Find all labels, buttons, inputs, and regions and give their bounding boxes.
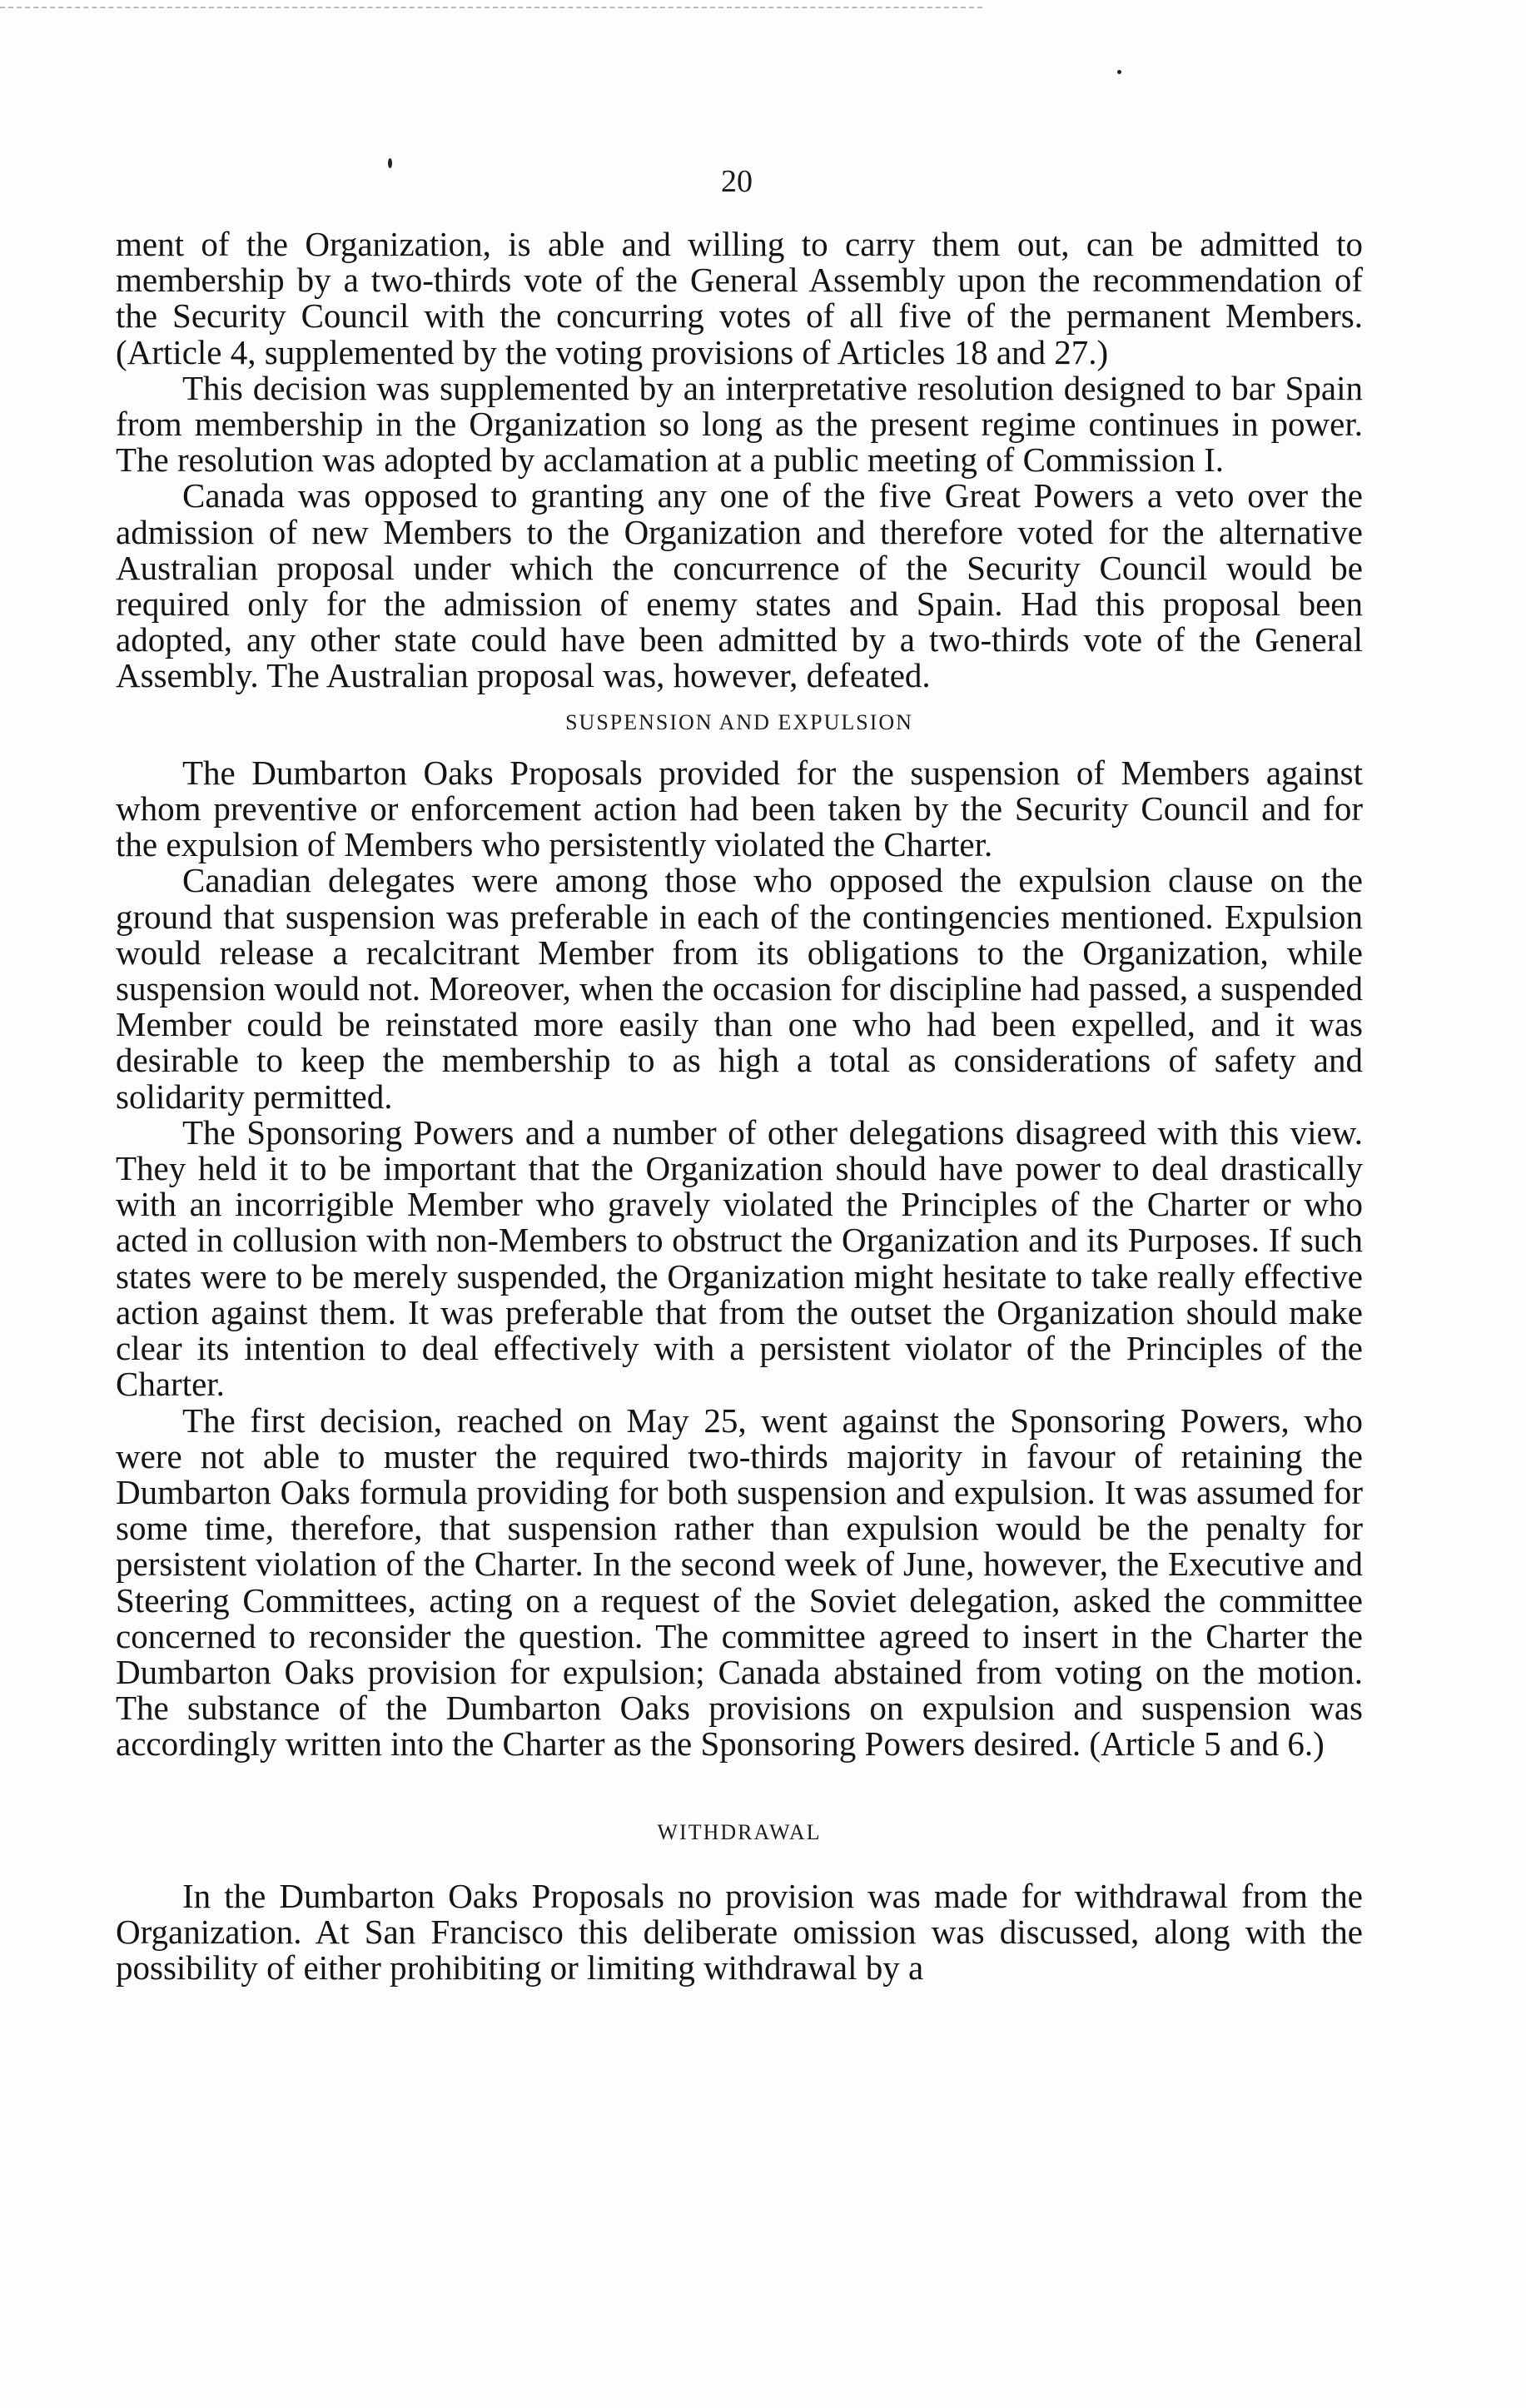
section-heading-suspension: SUSPENSION AND EXPULSION (565, 709, 913, 734)
scan-edge-line (0, 7, 982, 8)
paragraph: This decision was supplemented by an interpretative resolution designed to bar Spain from membership in the Organization so long as the present regime continues in power. The resolution was adopted by acclamation at a public meeting of Commission I. (116, 368, 1363, 480)
body-text (116, 226, 1363, 1986)
scan-speck (1117, 70, 1121, 74)
paragraph: Canadian delegates were among those who opposed the expulsion clause on the ground that suspension was preferable in each of the contingencies mentioned. Expulsion would release a recalcitrant Member from its obligations to the Organization, while suspension would not. Moreover, when the occasion for discipline had passed, a suspended Member could be reinstated more easily than one who had been expelled, and it was desirable to keep the membership to as high a total as considerations of safety and solidarity permitted. (116, 861, 1363, 1116)
page-number: 20 (721, 164, 753, 199)
paragraph: Canada was opposed to granting any one of the five Great Powers a veto over the admission of new Members to the Organization and therefore voted for the alternative Australian proposal under which the concurrence of the Security Council would be required only for the admission of enemy states and Spain. Had this proposal been adopted, any other state could have been admitted by a two-thirds vote of the General Assembly. The Australian proposal was, however, defeated. (116, 476, 1363, 695)
section-heading-withdrawal: WITHDRAWAL (657, 1819, 822, 1844)
paragraph: ment of the Organization, is able and willing to carry them out, can be admitted to membership by a two-thirds vote of the General Assembly upon the recommendation of the Security Council with the concurring votes of all five of the permanent Members. (Article 4, supplemented by the voting provisions of Articles 18 and 27.) (116, 225, 1363, 371)
paragraph: The first decision, reached on May 25, went against the Sponsoring Powers, who were not able to muster the required two-thirds majority in favour of retaining the Dumbarton Oaks formula providing for both suspension and expulsion. It was assumed for some time, therefore, that suspension rather than expulsion would be the penalty for persistent violation of the Charter. In the second week of June, however, the Executive and Steering Committees, acting on a request of the Soviet delegation, asked the committee concerned to reconsider the question. The committee agreed to insert in the Charter the Dumbarton Oaks provision for expulsion; Canada abstained from voting on the motion. The substance of the Dumbarton Oaks provisions on expulsion and suspension was accordingly written into the Charter as the Sponsoring Powers desired. (Article 5 and 6.) (116, 1401, 1363, 1764)
paragraph: The Dumbarton Oaks Proposals provided for the suspension of Members against whom preventive or enforcement action had been taken by the Security Council and for the expulsion of Members who persistently violated the Charter. (116, 753, 1363, 864)
paragraph: In the Dumbarton Oaks Proposals no provision was made for withdrawal from the Organization. At San Francisco this deliberate omission was discussed, along with the possibility of either prohibiting or limiting withdrawal by a (116, 1876, 1363, 1988)
paragraph: The Sponsoring Powers and a number of other delegations disagreed with this view. They held it to be important that the Organization should have power to deal drastically with an incorrigible Member who gravely violated the Principles of the Charter or who acted in collusion with non-Members to obstruct the Organization and its Purposes. If such states were to be merely suspended, the Organization might hesitate to take really effective action against them. It was preferable that from the outset the Organization should make clear its intention to deal effectively with a persistent violator of the Principles of the Charter. (116, 1112, 1363, 1404)
